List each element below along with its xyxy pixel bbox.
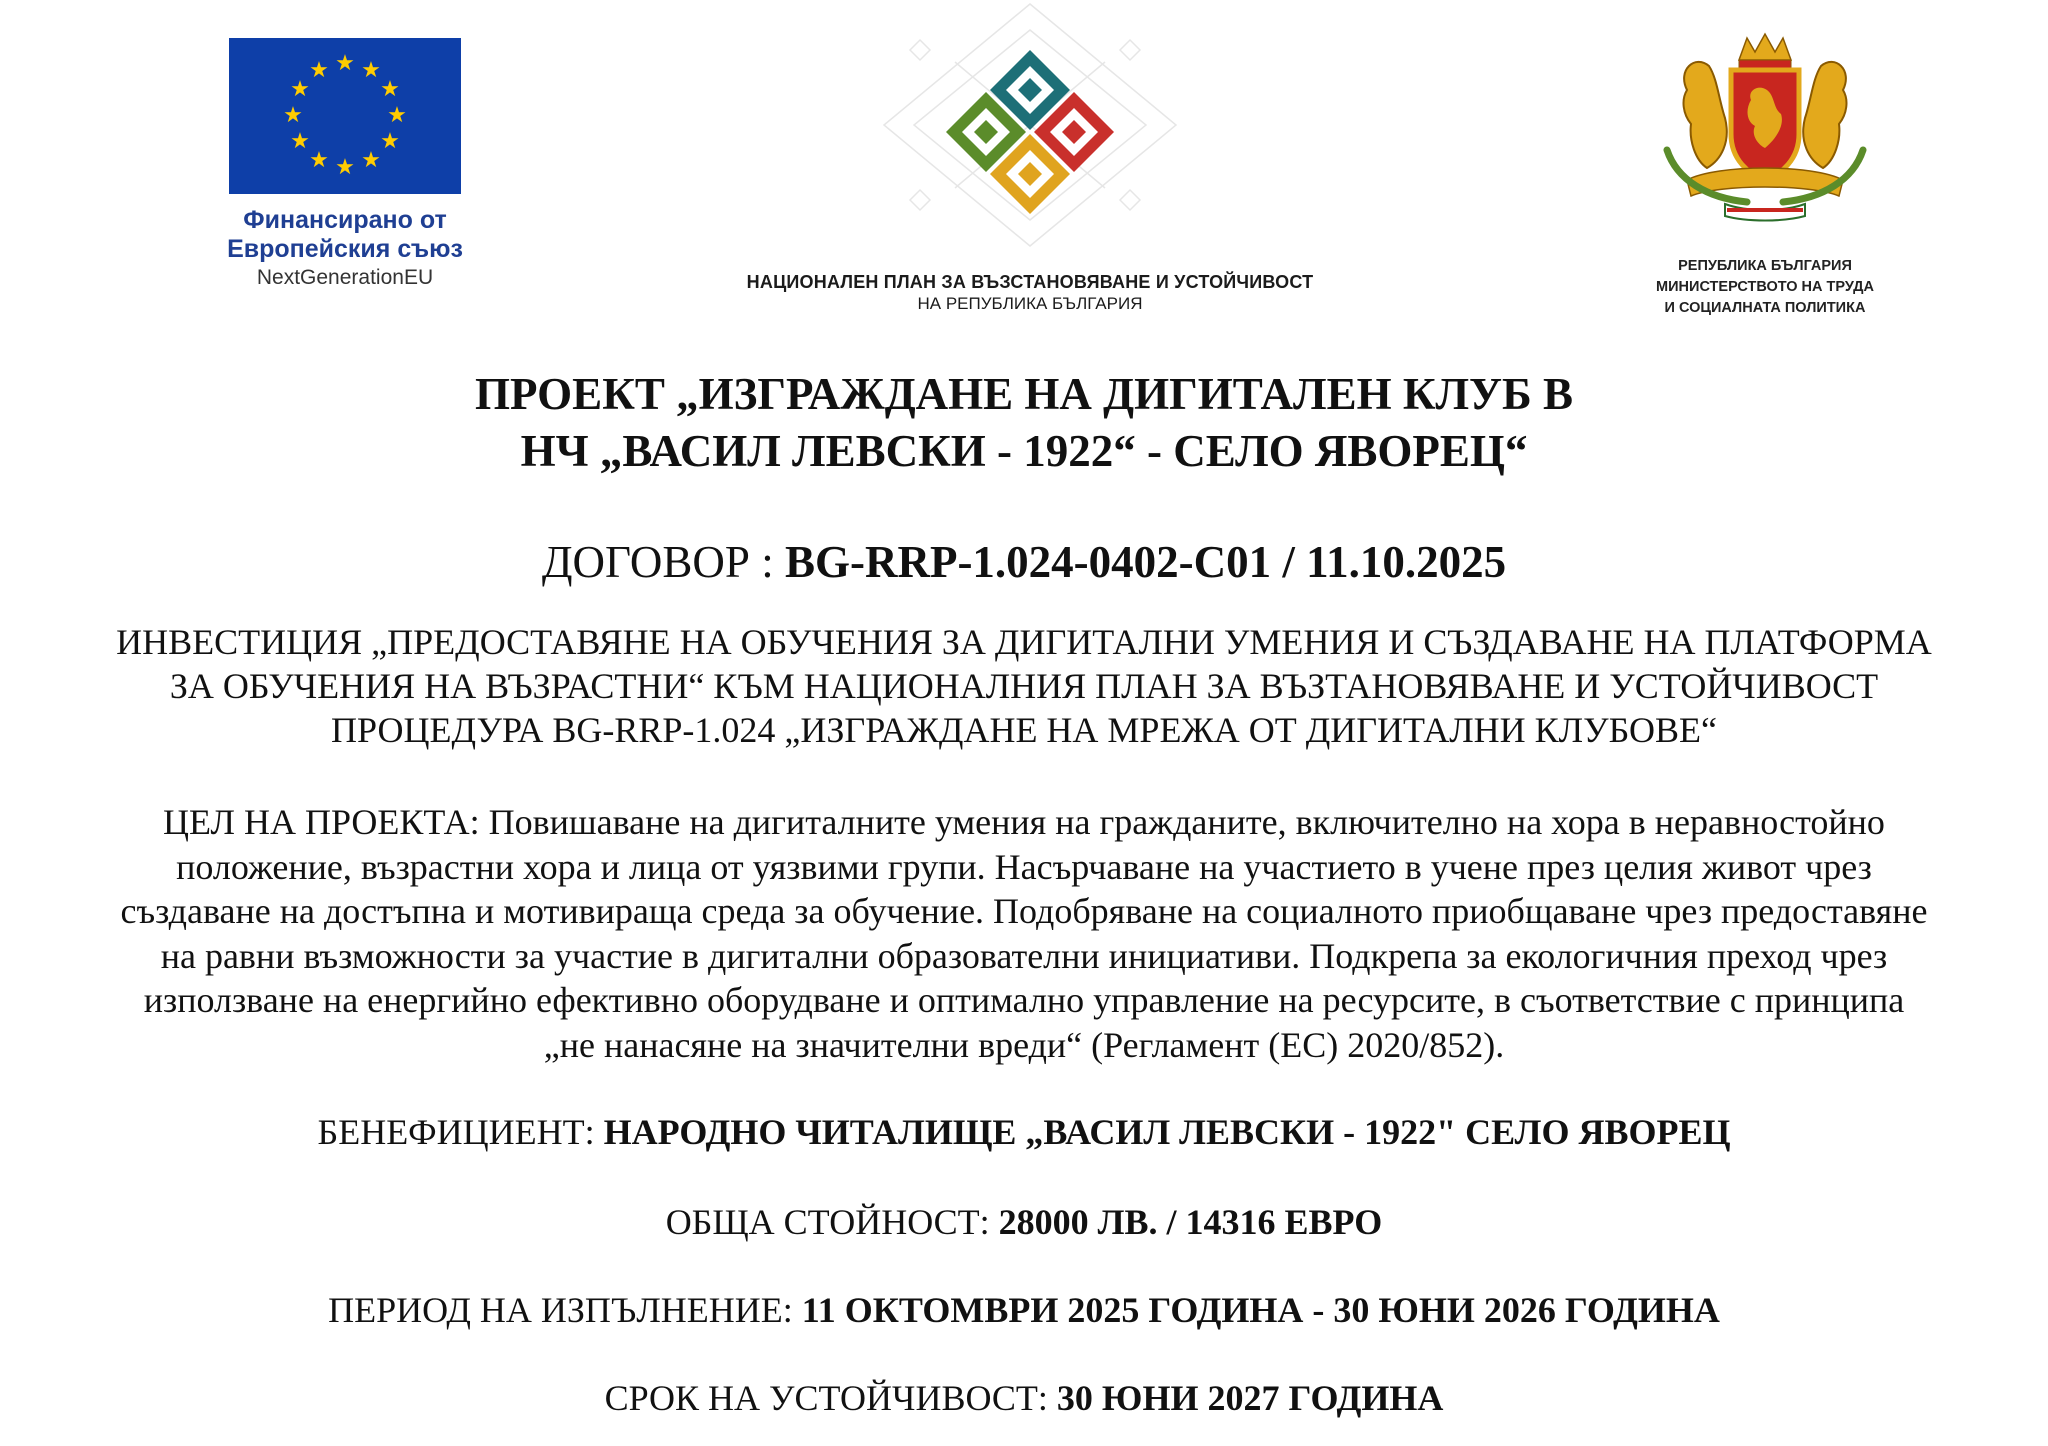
ministry-line3: И СОЦИАЛНАТА ПОЛИТИКА	[1664, 300, 1866, 316]
sustainability-line	[0, 1376, 2048, 1420]
beneficiary-label: БЕНЕФИЦИЕНТ:	[317, 1112, 604, 1152]
investment-block	[0, 620, 2048, 752]
eu-star-icon: ★	[335, 51, 355, 76]
beneficiary-line	[0, 1110, 2048, 1154]
eu-star-icon: ★	[380, 129, 400, 154]
eu-star-icon: ★	[290, 77, 310, 102]
nrrp-subtitle: НА РЕПУБЛИКА БЪЛГАРИЯ	[917, 294, 1143, 313]
total-value-label: ОБЩА СТОЙНОСТ:	[665, 1202, 999, 1242]
sustainability-label: СРОК НА УСТОЙЧИВОСТ:	[604, 1378, 1057, 1418]
nrrp-title: НАЦИОНАЛЕН ПЛАН ЗА ВЪЗСТАНОВЯВАНЕ И УСТОЙЧИВОСТ	[746, 272, 1314, 292]
ministry-logo	[1620, 30, 1910, 319]
eu-flag-icon	[229, 38, 461, 194]
ministry-line1: РЕПУБЛИКА БЪЛГАРИЯ	[1678, 258, 1852, 274]
goal-line: използване на енергийно ефективно оборудване и оптимално управление на ресурсите, в съответствие с принципа	[143, 980, 1905, 1020]
project-title-line1: ПРОЕКТ „ИЗГРАЖДАНЕ НА ДИГИТАЛЕН КЛУБ В	[474, 369, 1574, 419]
eu-star-icon: ★	[380, 77, 400, 102]
project-title	[0, 366, 2048, 480]
eu-star-icon: ★	[290, 129, 310, 154]
coat-of-arms-icon	[1647, 30, 1883, 226]
procedure-line: ПРОЦЕДУРА BG-RRP-1.024 „ИЗГРАЖДАНЕ НА МРЕЖА ОТ ДИГИТАЛНИ КЛУБОВЕ“	[331, 710, 1717, 750]
goal-line: на равни възможности за участие в дигитални образователни инициативи. Подкрепа за екологичния преход чрез	[160, 935, 1888, 976]
eu-star-icon: ★	[309, 148, 329, 174]
project-goal	[8, 800, 2040, 1067]
goal-line: създаване на достъпна и мотивираща среда за обучение. Подобряване на социалното приобщаване чрез предоставяне	[120, 891, 1928, 931]
total-value-amount: 28000 ЛВ. / 14316 ЕВРО	[998, 1202, 1383, 1242]
period-label: ПЕРИОД НА ИЗПЪЛНЕНИЕ:	[328, 1290, 802, 1330]
goal-line: „не нанасяне на значителни вреди“ (Регламент (ЕС) 2020/852).	[543, 1024, 1505, 1065]
eu-star-icon: ★	[309, 57, 329, 83]
project-title-line2: НЧ „ВАСИЛ ЛЕВСКИ - 1922“ - СЕЛО ЯВОРЕЦ“	[520, 426, 1528, 476]
nrrp-pattern-icon	[928, 46, 1132, 216]
eu-star-icon: ★	[387, 103, 407, 128]
beneficiary-value: НАРОДНО ЧИТАЛИЩЕ „ВАСИЛ ЛЕВСКИ - 1922" СЕЛО ЯВОРЕЦ	[603, 1112, 1731, 1152]
period-line	[0, 1288, 2048, 1332]
eu-star-icon: ★	[335, 155, 355, 180]
goal-line: положение, възрастни хора и лица от уязвими групи. Насърчаване на участието в учене през целия живот чрез	[176, 846, 1872, 887]
eu-funded-line2: Европейския съюз	[227, 235, 463, 263]
contract-label: ДОГОВОР :	[541, 537, 785, 587]
investment-line: ИНВЕСТИЦИЯ „ПРЕДОСТАВЯНЕ НА ОБУЧЕНИЯ ЗА ДИГИТАЛНИ УМЕНИЯ И СЪЗДАВАНЕ НА ПЛАТФОРМА	[116, 622, 1932, 662]
eu-star-icon: ★	[361, 57, 381, 83]
eu-funded-line1: Финансирано от	[243, 206, 447, 234]
goal-line: ЦЕЛ НА ПРОЕКТА: Повишаване на дигиталните умения на гражданите, включително на хора в неравностойно	[163, 802, 1885, 842]
logo-header	[0, 0, 2048, 330]
nrrp-logo	[660, 0, 1400, 320]
eu-star-icon: ★	[283, 103, 303, 128]
period-value: 11 ОКТОМВРИ 2025 ГОДИНА - 30 ЮНИ 2026 ГОДИНА	[801, 1290, 1720, 1330]
contract-line	[0, 534, 2048, 590]
eu-nextgen-label: NextGenerationEU	[256, 266, 434, 289]
ministry-line2: МИНИСТЕРСТВОТО НА ТРУДА	[1656, 279, 1874, 295]
eu-star-icon: ★	[361, 148, 381, 174]
eu-logo	[200, 38, 490, 292]
total-value-line	[0, 1200, 2048, 1244]
contract-value: BG-RRP-1.024-0402-C01 / 11.10.2025	[784, 537, 1507, 587]
sustainability-value: 30 ЮНИ 2027 ГОДИНА	[1056, 1378, 1444, 1418]
investment-line: ЗА ОБУЧЕНИЯ НА ВЪЗРАСТНИ“ КЪМ НАЦИОНАЛНИЯ ПЛАН ЗА ВЪЗТАНОВЯВАНЕ И УСТОЙЧИВОСТ	[169, 666, 1879, 706]
